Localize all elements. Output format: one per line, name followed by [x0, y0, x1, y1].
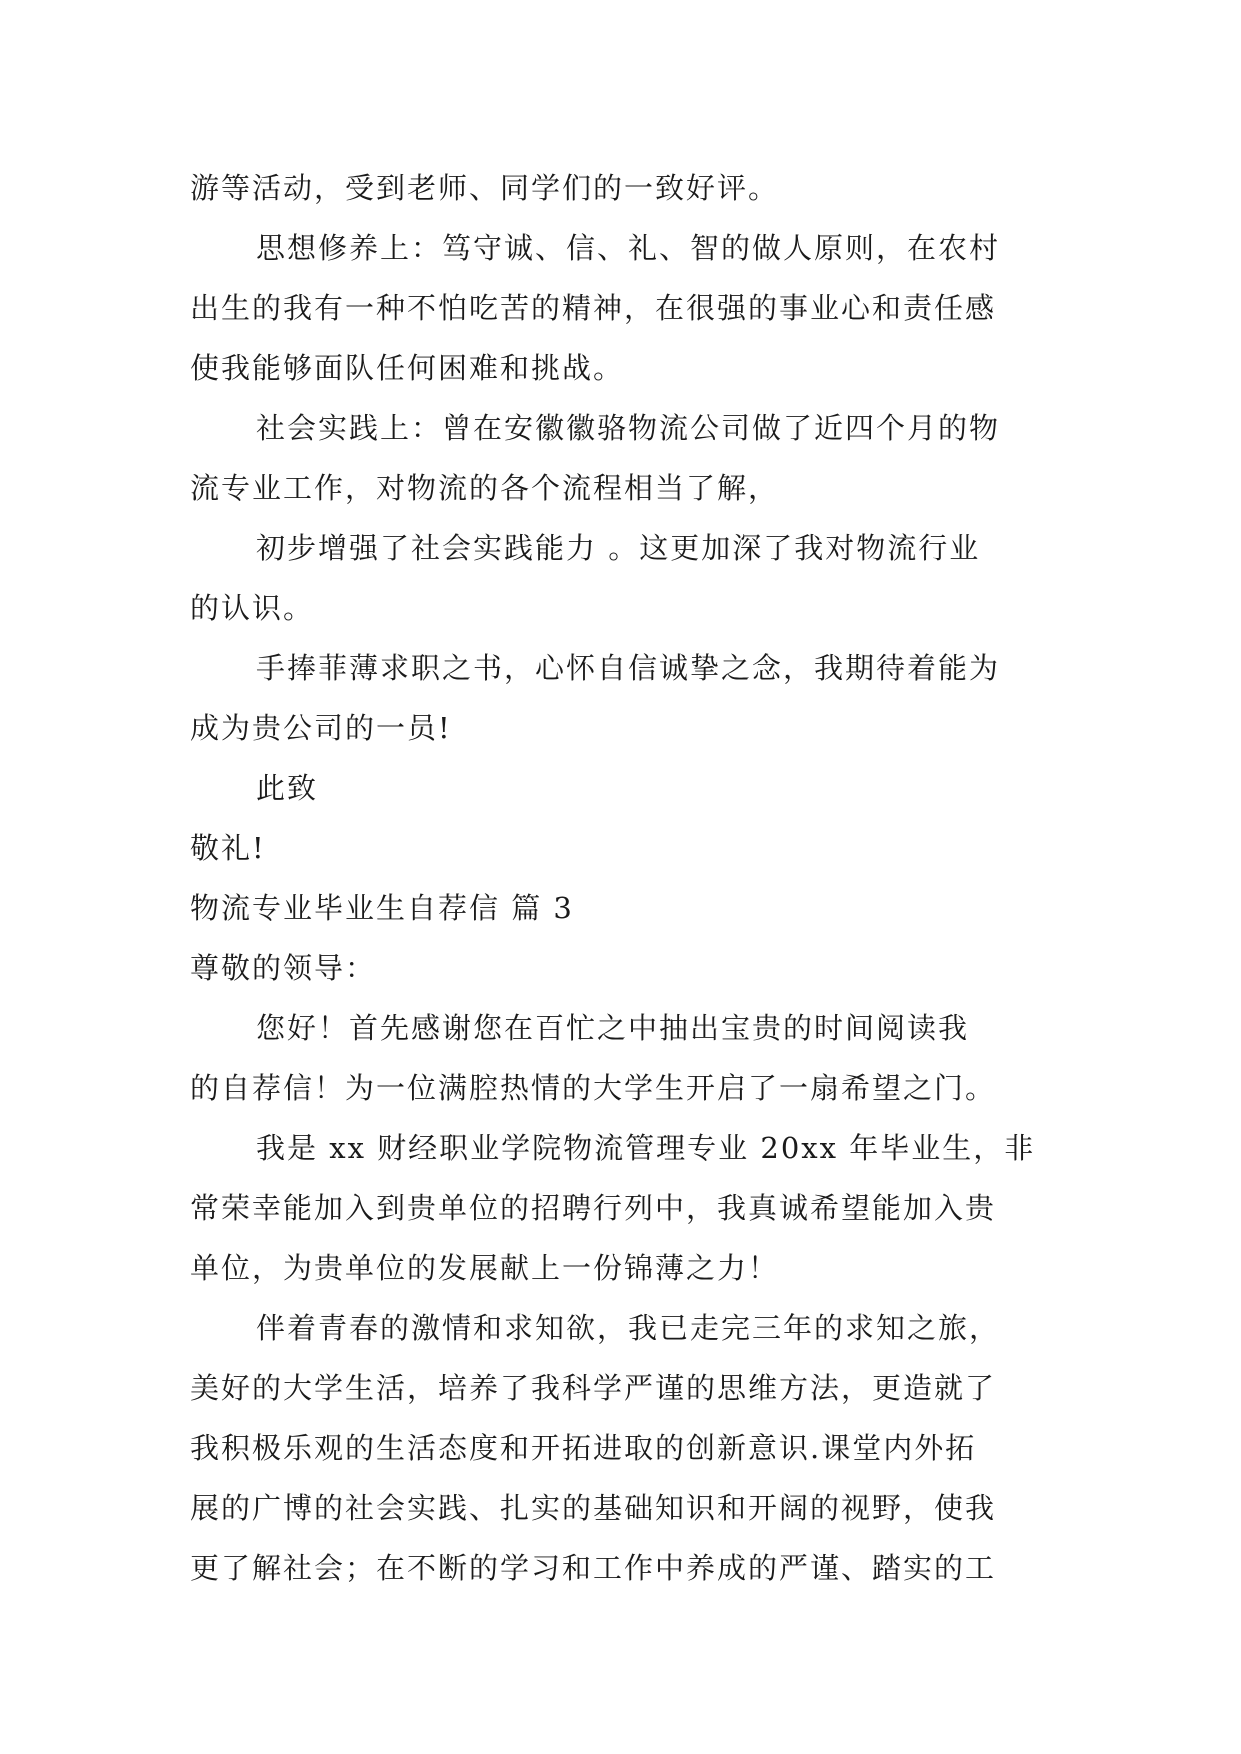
text-line: 思想修养上：笃守诚、信、礼、智的做人原则，在农村: [256, 231, 1001, 265]
text-line: 游等活动，受到老师、同学们的一致好评。: [190, 171, 780, 205]
text-line: 敬礼!: [190, 831, 266, 865]
text-line: 我积极乐观的生活态度和开拓进取的创新意识.课堂内外拓: [190, 1431, 977, 1465]
text-line: 此致: [256, 771, 319, 805]
text-line: 手捧菲薄求职之书，心怀自信诚挚之念，我期待着能为: [256, 651, 1001, 685]
text-line: 流专业工作，对物流的各个流程相当了解，: [190, 471, 780, 505]
text-line: 物流专业毕业生自荐信 篇 3: [190, 891, 574, 925]
text-line: 我是 xx 财经职业学院物流管理专业 20xx 年毕业生，非: [256, 1131, 1036, 1165]
text-line: 伴着青春的激情和求知欲，我已走完三年的求知之旅，: [256, 1311, 1001, 1345]
text-line: 成为贵公司的一员!: [190, 711, 452, 745]
document-body: [190, 158, 1070, 1598]
text-line: 初步增强了社会实践能力 。这更加深了我对物流行业: [256, 531, 981, 565]
text-line: 社会实践上：曾在安徽徽骆物流公司做了近四个月的物: [256, 411, 1001, 445]
text-line: 尊敬的领导：: [190, 951, 377, 985]
text-line: 使我能够面队任何困难和挑战。: [190, 351, 625, 385]
text-line: 美好的大学生活，培养了我科学严谨的思维方法，更造就了: [190, 1371, 997, 1405]
text-line: 的自荐信！为一位满腔热情的大学生开启了一扇希望之门。: [190, 1071, 997, 1105]
text-line: 更了解社会；在不断的学习和工作中养成的严谨、踏实的工: [190, 1551, 997, 1585]
text-line: 的认识。: [190, 591, 315, 625]
text-line: 您好！首先感谢您在百忙之中抽出宝贵的时间阅读我: [256, 1011, 970, 1045]
text-line: 常荣幸能加入到贵单位的招聘行列中，我真诚希望能加入贵: [190, 1191, 997, 1225]
text-line: 展的广博的社会实践、扎实的基础知识和开阔的视野，使我: [190, 1491, 997, 1525]
text-line: 出生的我有一种不怕吃苦的精神，在很强的事业心和责任感: [190, 291, 997, 325]
text-line: 单位，为贵单位的发展献上一份锦薄之力！: [190, 1251, 780, 1285]
